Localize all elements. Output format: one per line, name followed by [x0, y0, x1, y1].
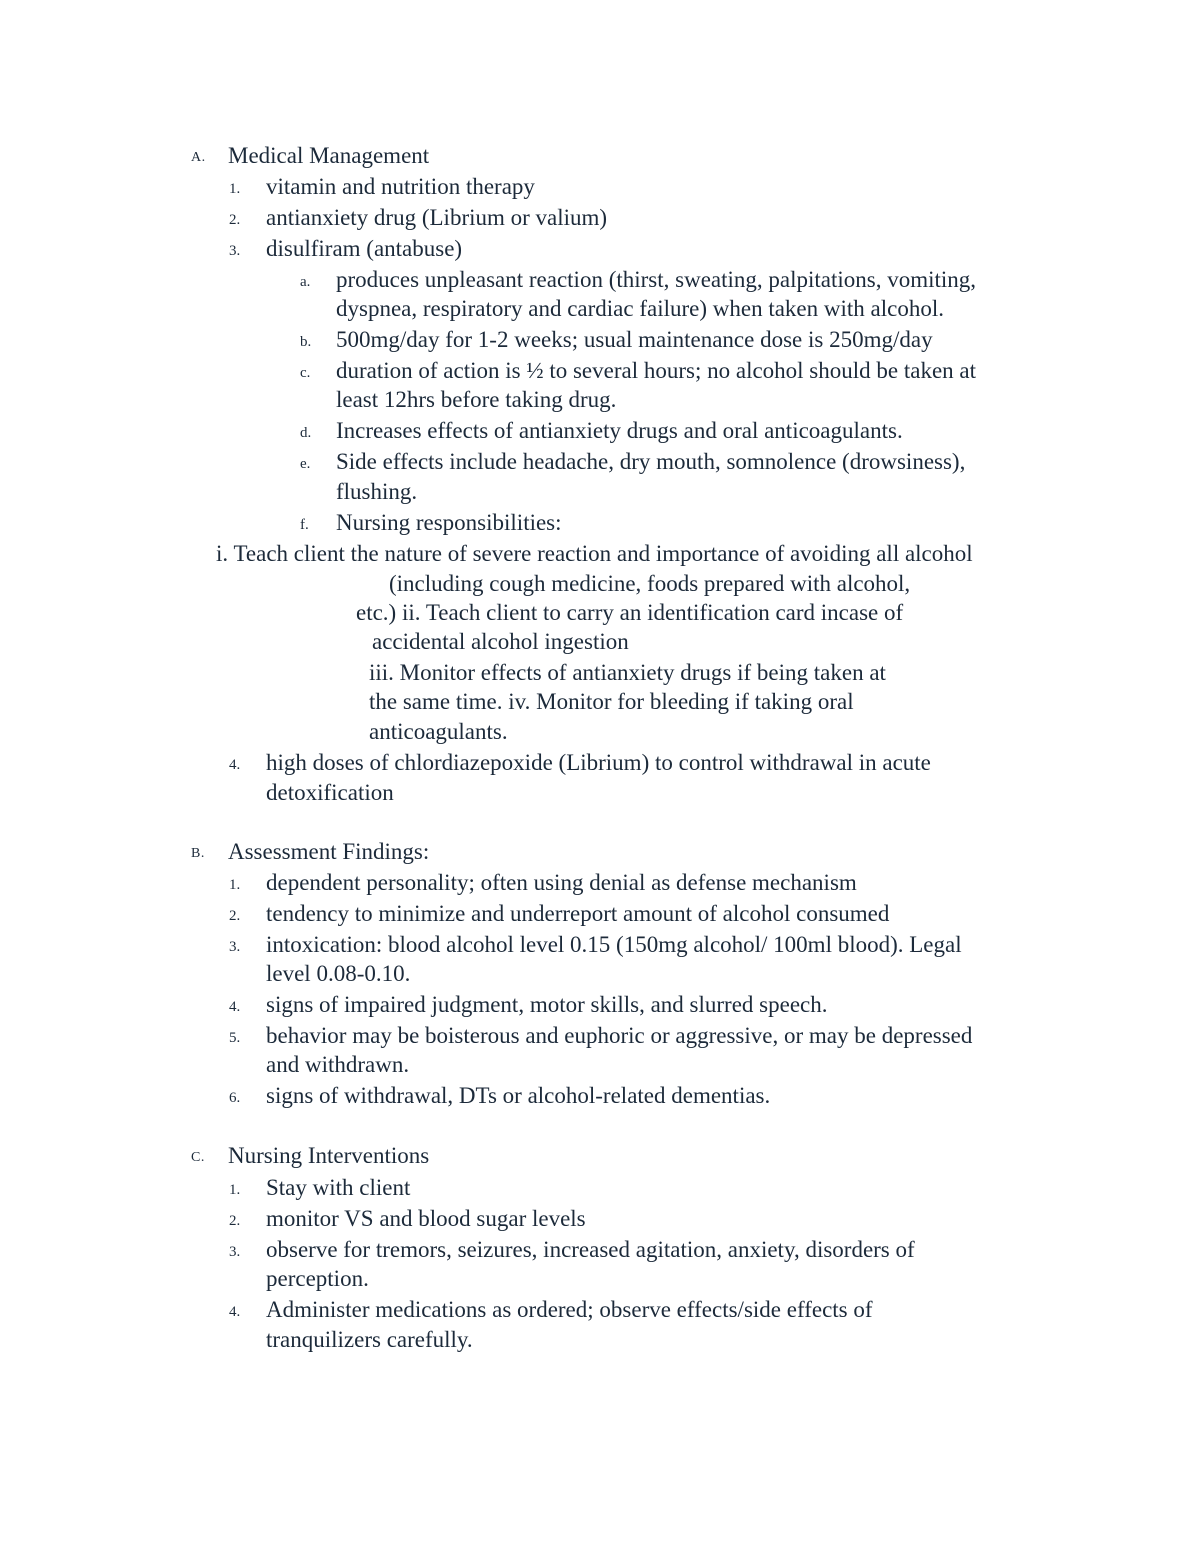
list-item: antianxiety drug (Librium or valium)	[266, 205, 608, 230]
sub-item-line: dyspnea, respiratory and cardiac failure) when taken with alcohol.	[336, 296, 944, 321]
sub-item-line: duration of action is ½ to several hours; no alcohol should be taken at	[336, 358, 977, 383]
sub-item-line: least 12hrs before taking drug.	[336, 387, 617, 412]
sub-item-marker: f.	[300, 517, 309, 533]
list-item: vitamin and nutrition therapy	[266, 174, 535, 199]
sub-item-line: Side effects include headache, dry mouth, somnolence (drowsiness),	[336, 449, 966, 474]
list-item-marker: 2.	[229, 1213, 241, 1229]
responsibilities-line: iii. Monitor effects of antianxiety drugs if being taken at	[369, 660, 886, 685]
responsibilities-line: accidental alcohol ingestion	[372, 629, 629, 654]
list-item-line: intoxication: blood alcohol level 0.15 (150mg alcohol/ 100ml blood). Legal	[266, 932, 962, 957]
list-item-marker: 4.	[229, 757, 241, 773]
sub-item-line: Increases effects of antianxiety drugs and oral anticoagulants.	[336, 418, 903, 443]
responsibilities-line: (including cough medicine, foods prepared with alcohol,	[389, 571, 911, 596]
sub-item-line: 500mg/day for 1-2 weeks; usual maintenance dose is 250mg/day	[336, 327, 933, 352]
list-item-marker: 1.	[229, 181, 241, 197]
list-item-marker: 4.	[229, 999, 241, 1015]
sub-item-line: produces unpleasant reaction (thirst, sweating, palpitations, vomiting,	[336, 267, 977, 292]
list-item-marker: 6.	[229, 1090, 241, 1106]
list-item-marker: 4.	[229, 1304, 241, 1320]
section-b-marker: B.	[191, 846, 205, 861]
list-item-line: detoxification	[266, 780, 394, 805]
responsibilities-line: etc.) ii. Teach client to carry an identification card incase of	[356, 600, 904, 625]
responsibilities-line: the same time. iv. Monitor for bleeding if taking oral	[369, 689, 854, 714]
section-c-heading: Nursing Interventions	[228, 1143, 430, 1168]
list-item: disulfiram (antabuse)	[266, 236, 463, 261]
sub-item-line: flushing.	[336, 479, 418, 504]
list-item-line: and withdrawn.	[266, 1052, 410, 1077]
list-item-line: dependent personality; often using denial as defense mechanism	[266, 870, 857, 895]
responsibilities-line: anticoagulants.	[369, 719, 508, 744]
list-item-marker: 1.	[229, 877, 241, 893]
sub-item-marker: d.	[300, 425, 312, 441]
list-item-marker: 5.	[229, 1030, 241, 1046]
list-item-marker: 2.	[229, 212, 241, 228]
section-b-heading: Assessment Findings:	[228, 839, 430, 864]
sub-item-marker: c.	[300, 365, 311, 381]
section-c-marker: C.	[191, 1150, 205, 1165]
sub-item-line: Nursing responsibilities:	[336, 510, 562, 535]
list-item-line: signs of withdrawal, DTs or alcohol-related dementias.	[266, 1083, 771, 1108]
section-a-marker: A.	[191, 150, 206, 165]
sub-item-marker: b.	[300, 334, 312, 350]
list-item-line: signs of impaired judgment, motor skills, and slurred speech.	[266, 992, 828, 1017]
list-item-line: observe for tremors, seizures, increased agitation, anxiety, disorders of	[266, 1237, 915, 1262]
list-item-line: tranquilizers carefully.	[266, 1327, 473, 1352]
list-item-line: monitor VS and blood sugar levels	[266, 1206, 586, 1231]
list-item-marker: 3.	[229, 939, 241, 955]
sub-item-marker: e.	[300, 456, 311, 472]
list-item-marker: 1.	[229, 1182, 241, 1198]
list-item-marker: 2.	[229, 908, 241, 924]
list-item-line: tendency to minimize and underreport amount of alcohol consumed	[266, 901, 890, 926]
list-item-marker: 3.	[229, 243, 241, 259]
list-item-line: high doses of chlordiazepoxide (Librium) to control withdrawal in acute	[266, 750, 931, 775]
list-item-line: Stay with client	[266, 1175, 411, 1200]
list-item-marker: 3.	[229, 1244, 241, 1260]
list-item-line: Administer medications as ordered; observe effects/side effects of	[266, 1297, 873, 1322]
list-item-line: level 0.08-0.10.	[266, 961, 411, 986]
section-a-heading: Medical Management	[228, 143, 430, 168]
list-item-line: perception.	[266, 1266, 369, 1291]
responsibilities-line: i. Teach client the nature of severe reaction and importance of avoiding all alcohol	[216, 541, 973, 566]
list-item-line: behavior may be boisterous and euphoric or aggressive, or may be depressed	[266, 1023, 973, 1048]
sub-item-marker: a.	[300, 274, 311, 290]
